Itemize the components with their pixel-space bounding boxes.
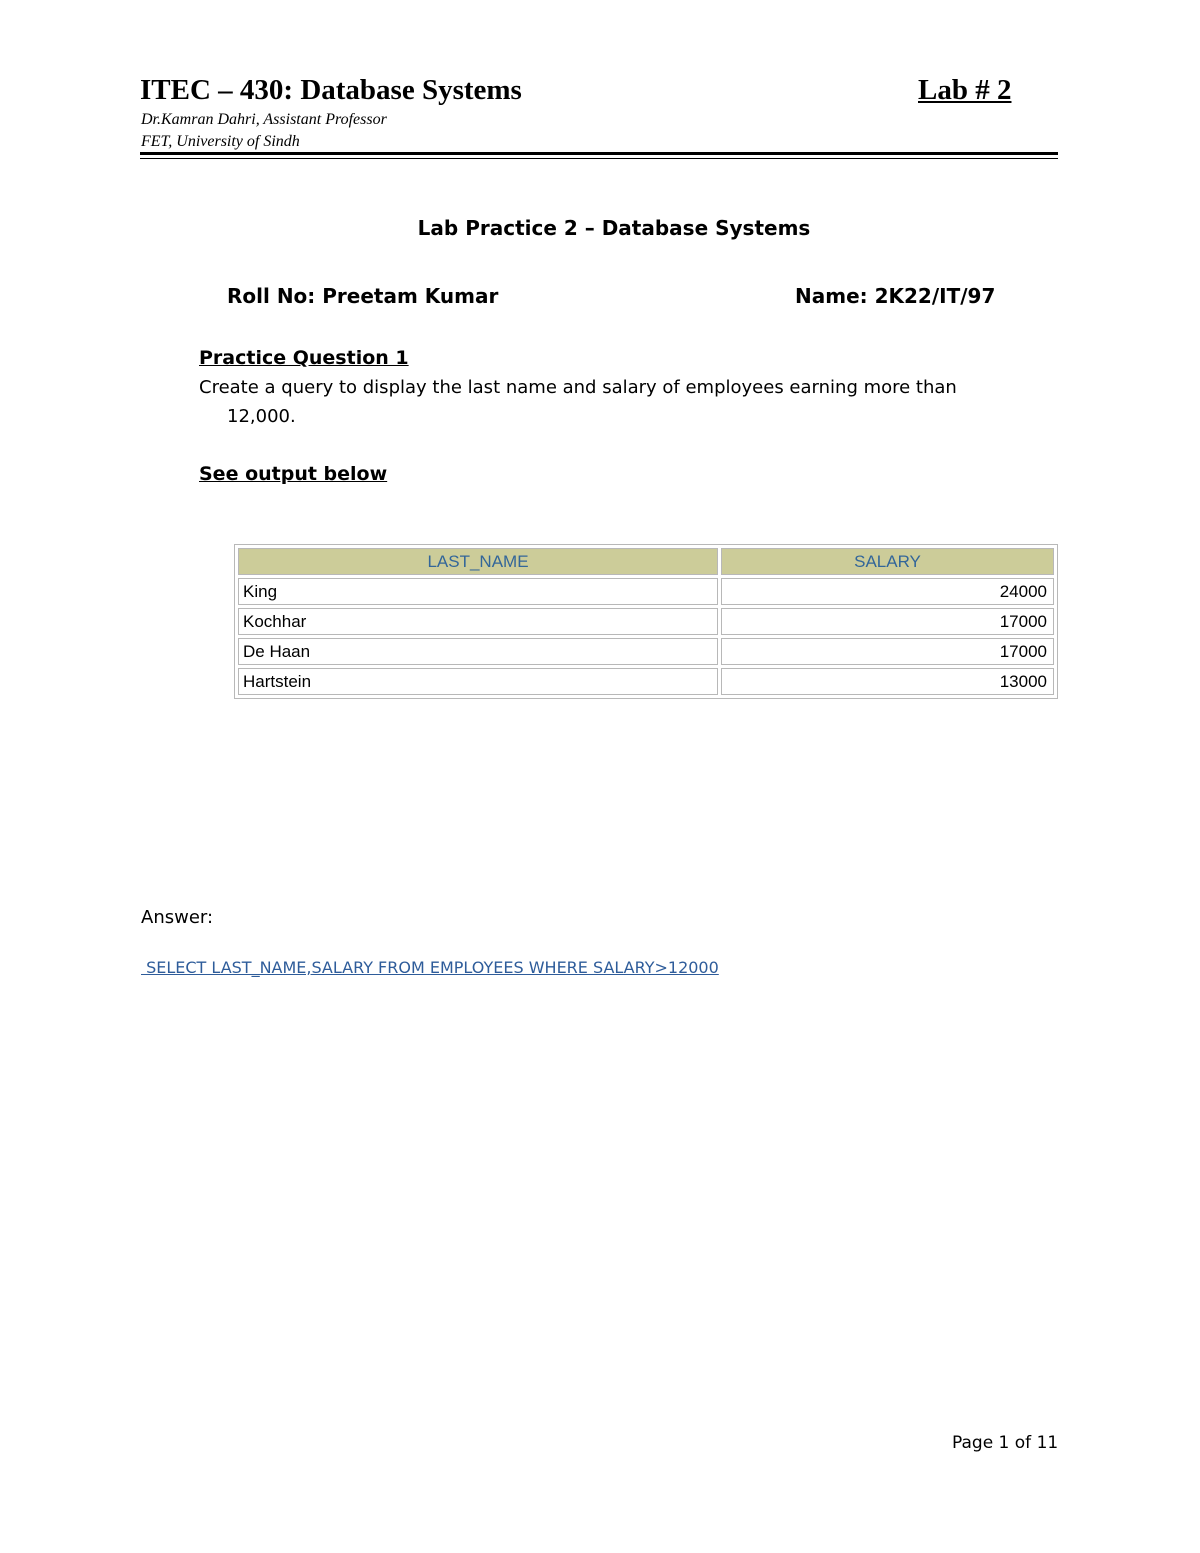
instructor-line: Dr.Kamran Dahri, Assistant Professor <box>141 111 387 128</box>
course-title: ITEC – 430: Database Systems <box>140 74 522 106</box>
header-rule-thin <box>140 158 1058 159</box>
header-rule-thick <box>140 152 1058 155</box>
student-name: Name: 2K22/IT/97 <box>795 284 996 308</box>
answer-query: SELECT LAST_NAME,SALARY FROM EMPLOYEES WHERE SALARY>12000 <box>141 958 719 977</box>
institution-line: FET, University of Sindh <box>141 133 300 150</box>
cell-last-name: De Haan <box>238 638 718 665</box>
table-row <box>238 668 1054 695</box>
question-heading: Practice Question 1 <box>199 347 409 369</box>
roll-no: Roll No: Preetam Kumar <box>227 284 499 308</box>
table-row <box>238 578 1054 605</box>
question-text-line2: 12,000. <box>227 406 296 427</box>
cell-salary: 13000 <box>721 668 1054 695</box>
cell-salary: 17000 <box>721 608 1054 635</box>
cell-last-name: Kochhar <box>238 608 718 635</box>
document-title: Lab Practice 2 – Database Systems <box>417 216 811 240</box>
cell-salary: 17000 <box>721 638 1054 665</box>
answer-label: Answer: <box>141 907 214 928</box>
output-label: See output below <box>199 463 388 485</box>
column-header-salary: SALARY <box>721 548 1054 575</box>
lab-number: Lab # 2 <box>918 74 1012 106</box>
table-row <box>238 638 1054 665</box>
question-text-line1: Create a query to display the last name and salary of employees earning more than <box>199 377 957 398</box>
cell-last-name: King <box>238 578 718 605</box>
result-table <box>234 544 1058 699</box>
table-header-row <box>238 548 1054 575</box>
page-number: Page 1 of 11 <box>952 1433 1059 1453</box>
cell-last-name: Hartstein <box>238 668 718 695</box>
cell-salary: 24000 <box>721 578 1054 605</box>
column-header-last-name: LAST_NAME <box>238 548 718 575</box>
table-row <box>238 608 1054 635</box>
